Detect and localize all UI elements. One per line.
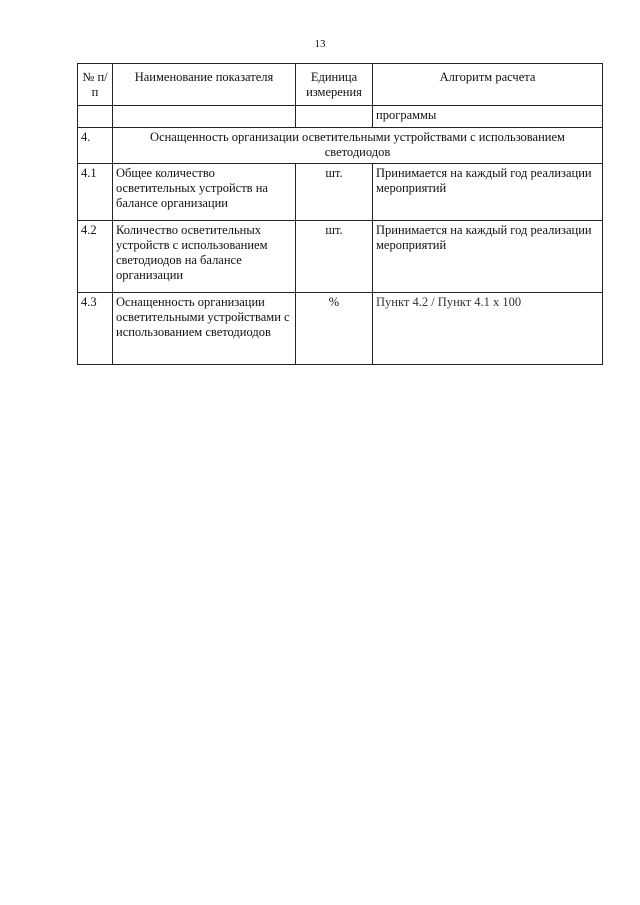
continuation-row: [78, 106, 603, 128]
indicators-table: [77, 63, 603, 365]
cell-algorithm: программы: [373, 106, 603, 128]
table-row: [78, 293, 603, 365]
cell-num: 4.2: [78, 221, 113, 293]
cell-unit: шт.: [296, 221, 373, 293]
header-unit: Единица измерения: [296, 64, 373, 106]
header-name: Наименование показателя: [113, 64, 296, 106]
section-title: Оснащенность организации осветительными устройствами с использованием светодиодов: [113, 128, 603, 164]
table-row: [78, 221, 603, 293]
header-algorithm: Алгоритм расчета: [373, 64, 603, 106]
cell-algorithm: Принимается на каждый год реализации мероприятий: [373, 221, 603, 293]
cell-name: Общее количество осветительных устройств на балансе организации: [113, 164, 296, 221]
cell-algorithm: Принимается на каждый год реализации мероприятий: [373, 164, 603, 221]
cell-unit: [296, 106, 373, 128]
section-num: 4.: [78, 128, 113, 164]
table-header-row: [78, 64, 603, 106]
cell-name: Оснащенность организации осветительными устройствами с использованием светодиодов: [113, 293, 296, 365]
cell-name: [113, 106, 296, 128]
table-row: [78, 164, 603, 221]
cell-num: 4.3: [78, 293, 113, 365]
header-num: № п/п: [78, 64, 113, 106]
page-number: 13: [314, 38, 326, 50]
cell-num: [78, 106, 113, 128]
cell-unit: %: [296, 293, 373, 365]
cell-num: 4.1: [78, 164, 113, 221]
section-row: [78, 128, 603, 164]
cell-algorithm: Пункт 4.2 / Пункт 4.1 х 100: [373, 293, 603, 365]
cell-name: Количество осветительных устройств с использованием светодиодов на балансе организации: [113, 221, 296, 293]
cell-unit: шт.: [296, 164, 373, 221]
